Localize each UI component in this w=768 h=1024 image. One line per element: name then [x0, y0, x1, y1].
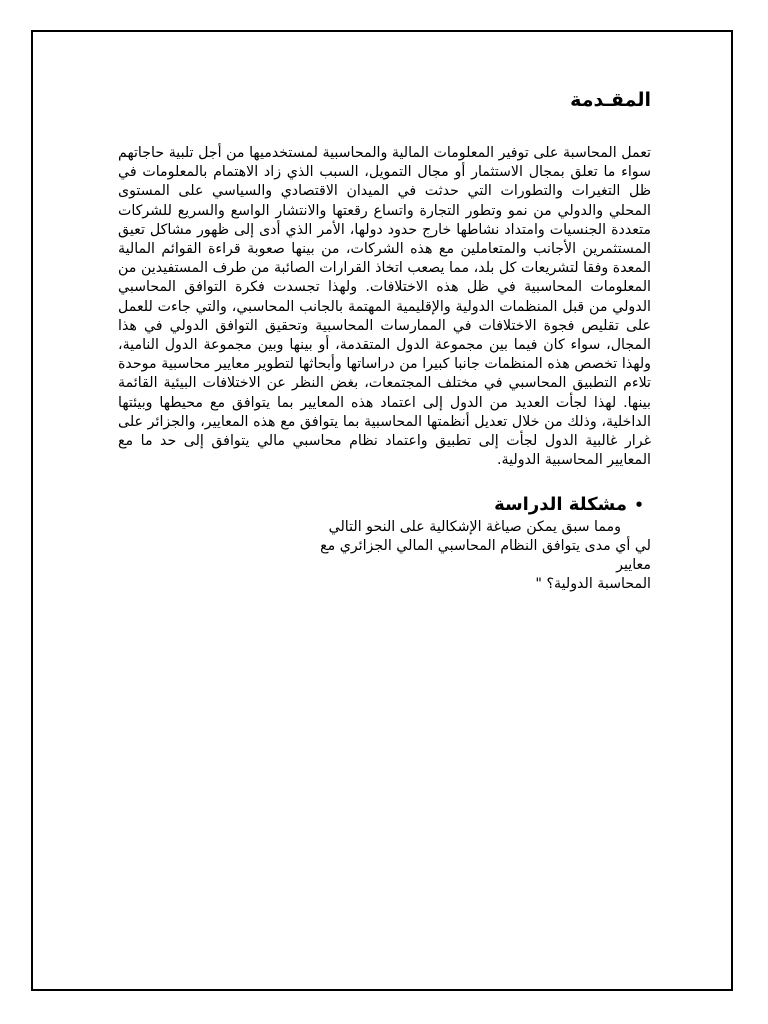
problem-line-2: لي أي مدى يتوافق النظام المحاسبي المالي الجزائري مع معايير — [320, 538, 651, 574]
problem-section — [118, 494, 651, 594]
problem-line-1: ومما سبق يمكن صياغة الإشكالية على النحو التالي — [328, 519, 621, 536]
bullet-icon: • — [634, 496, 644, 515]
page-title: المقـدمة — [570, 89, 651, 111]
problem-statement — [118, 518, 651, 594]
intro-paragraph: تعمل المحاسبة على توفير المعلومات المالية والمحاسبية لمستخدميها من أجل تلبية حاجاتهم سواء ما تعلق بمجال الاستثمار أو مجال التمويل، السبب الذي زاد الاهتمام بالمعلومات في ظل التغيرات والتطورات التي حدثت في الميدان الاقتصادي والسياسي على المستوى المحلي والدولي من نمو وتطور التجارة واتساع رقعتها والانتشار الواسع والسريع للشركات متعددة الجنسيات وامتداد نشاطها خارج حدود دولها، الأمر الذي أدى إلى ظهور مشاكل تعيق المستثمرين الأجانب والمتعاملين مع هذه الشركات، من بينها صعوبة قراءة القوائم المالية المعدة وفقا لتشريعات كل بلد، مما يصعب اتخاذ القرارات الصائبة من طرف المستفيدين من المعلومات المحاسبية في ظل هذه الاختلافات. ولهذا تجسدت فكرة التوافق المحاسبي الدولي من قبل المنظمات الدولية والإقليمية المهتمة بالجانب المحاسبي، والتي جاءت للعمل على تقليص فجوة الاختلافات في الممارسات المحاسبية وتحقيق التوافق الدولي في هذا المجال، سواء كان فيما بين مجموعة الدول المتقدمة، أو بينها وبين مجموعة الدول النامية، ولهذا تخصص هذه المنظمات جانبا كبيرا من دراساتها وأبحاثها لتطوير معايير محاسبية موحدة تلاءم التطبيق المحاسبي في مختلف المجتمعات، بغض النظر عن الاختلافات البيئية القائمة بينها. لهذا لجأت العديد من الدول إلى اعتماد هذه المعايير بما يتوافق مع محيطها وبيئتها الداخلية، وذلك من خلال تعديل أنظمتها المحاسبية بما يتوافق مع هذه المعايير، والجزائر على غرار غالبية الدول لجأت إلى تطبيق واعتماد نظام محاسبي مالي يتوافق إلى حد ما مع المعايير المحاسبية الدولية. — [118, 145, 651, 469]
section-heading — [118, 494, 651, 516]
section-heading-text: مشكلة الدراسة — [494, 494, 627, 516]
problem-line-3: المحاسبة الدولية؟ " — [535, 576, 651, 593]
document-body — [118, 86, 651, 594]
